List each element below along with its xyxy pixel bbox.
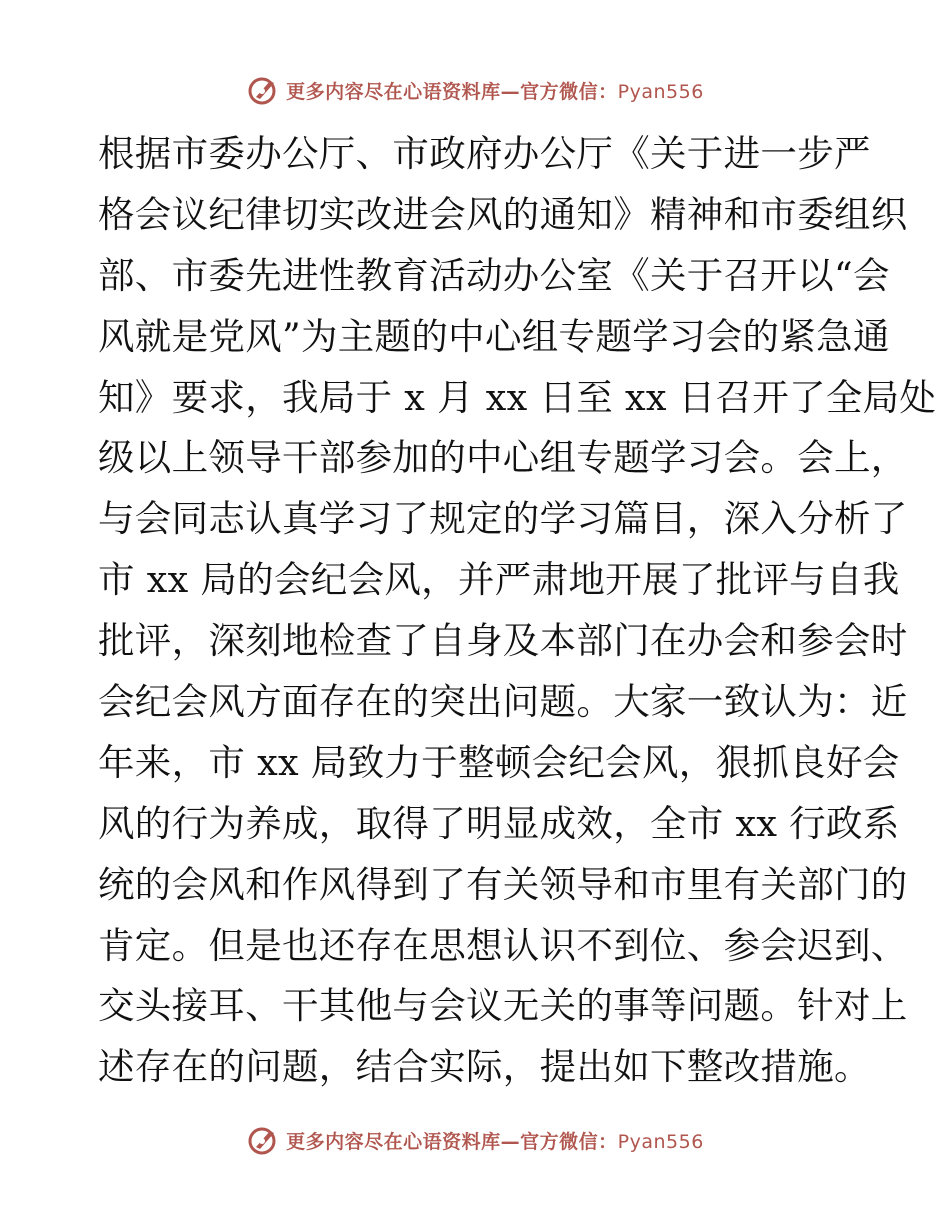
footer-banner-text — [286, 1127, 704, 1154]
paragraph-line: 级以上领导干部参加的中心组专题学习会。会上， — [98, 436, 908, 480]
paragraph-line: 部、市委先进性教育活动办公室《关于召开以“会 — [98, 253, 890, 297]
paragraph-line: 根据市委办公厅、市政府办公厅《关于进一步严 — [98, 132, 871, 175]
paragraph-line: 市 xx 局的会纪会风，并严肃地开展了批评与自我 — [98, 558, 900, 602]
footer-banner-label: 更多内容尽在心语资料库—官方微信： — [286, 1130, 618, 1153]
paragraph-line: 统的会风和作风得到了有关领导和市里有关部门的 — [98, 862, 908, 906]
paragraph-line: 会纪会风方面存在的突出问题。大家一致认为：近 — [98, 680, 908, 724]
paragraph-line: 年来，市 xx 局致力于整顿会纪会风，狠抓良好会 — [98, 740, 900, 784]
paragraph-line: 格会议纪律切实改进会风的通知》精神和市委组织 — [98, 192, 908, 236]
paragraph-line: 交头接耳、干其他与会议无关的事等问题。针对上 — [98, 984, 908, 1028]
document-body — [98, 124, 937, 1098]
paragraph-line: 肯定。但是也还存在思想认识不到位、参会迟到、 — [98, 923, 908, 967]
pen-circle-logo-icon — [246, 1123, 280, 1157]
header-banner-text — [286, 77, 704, 104]
header-banner-handle: Pyan556 — [617, 80, 704, 103]
pen-circle-logo-icon — [246, 73, 280, 107]
paragraph-line: 述存在的问题，结合实际，提出如下整改措施。 — [98, 1045, 871, 1089]
header-banner-label: 更多内容尽在心语资料库—官方微信： — [286, 80, 618, 103]
paragraph-line: 风的行为养成，取得了明显成效，全市 xx 行政系 — [98, 801, 900, 845]
header-watermark-banner — [0, 72, 950, 108]
paragraph-line: 与会同志认真学习了规定的学习篇目，深入分析了 — [98, 497, 908, 541]
paragraph-line: 知》要求，我局于 x 月 xx 日至 xx 日召开了全局处 — [98, 375, 937, 419]
footer-banner-handle: Pyan556 — [617, 1130, 704, 1153]
paragraph-line: 批评，深刻地检查了自身及本部门在办会和参会时 — [98, 619, 908, 663]
footer-watermark-banner — [0, 1122, 950, 1158]
paragraph-line: 风就是党风”为主题的中心组专题学习会的紧急通 — [98, 314, 890, 358]
